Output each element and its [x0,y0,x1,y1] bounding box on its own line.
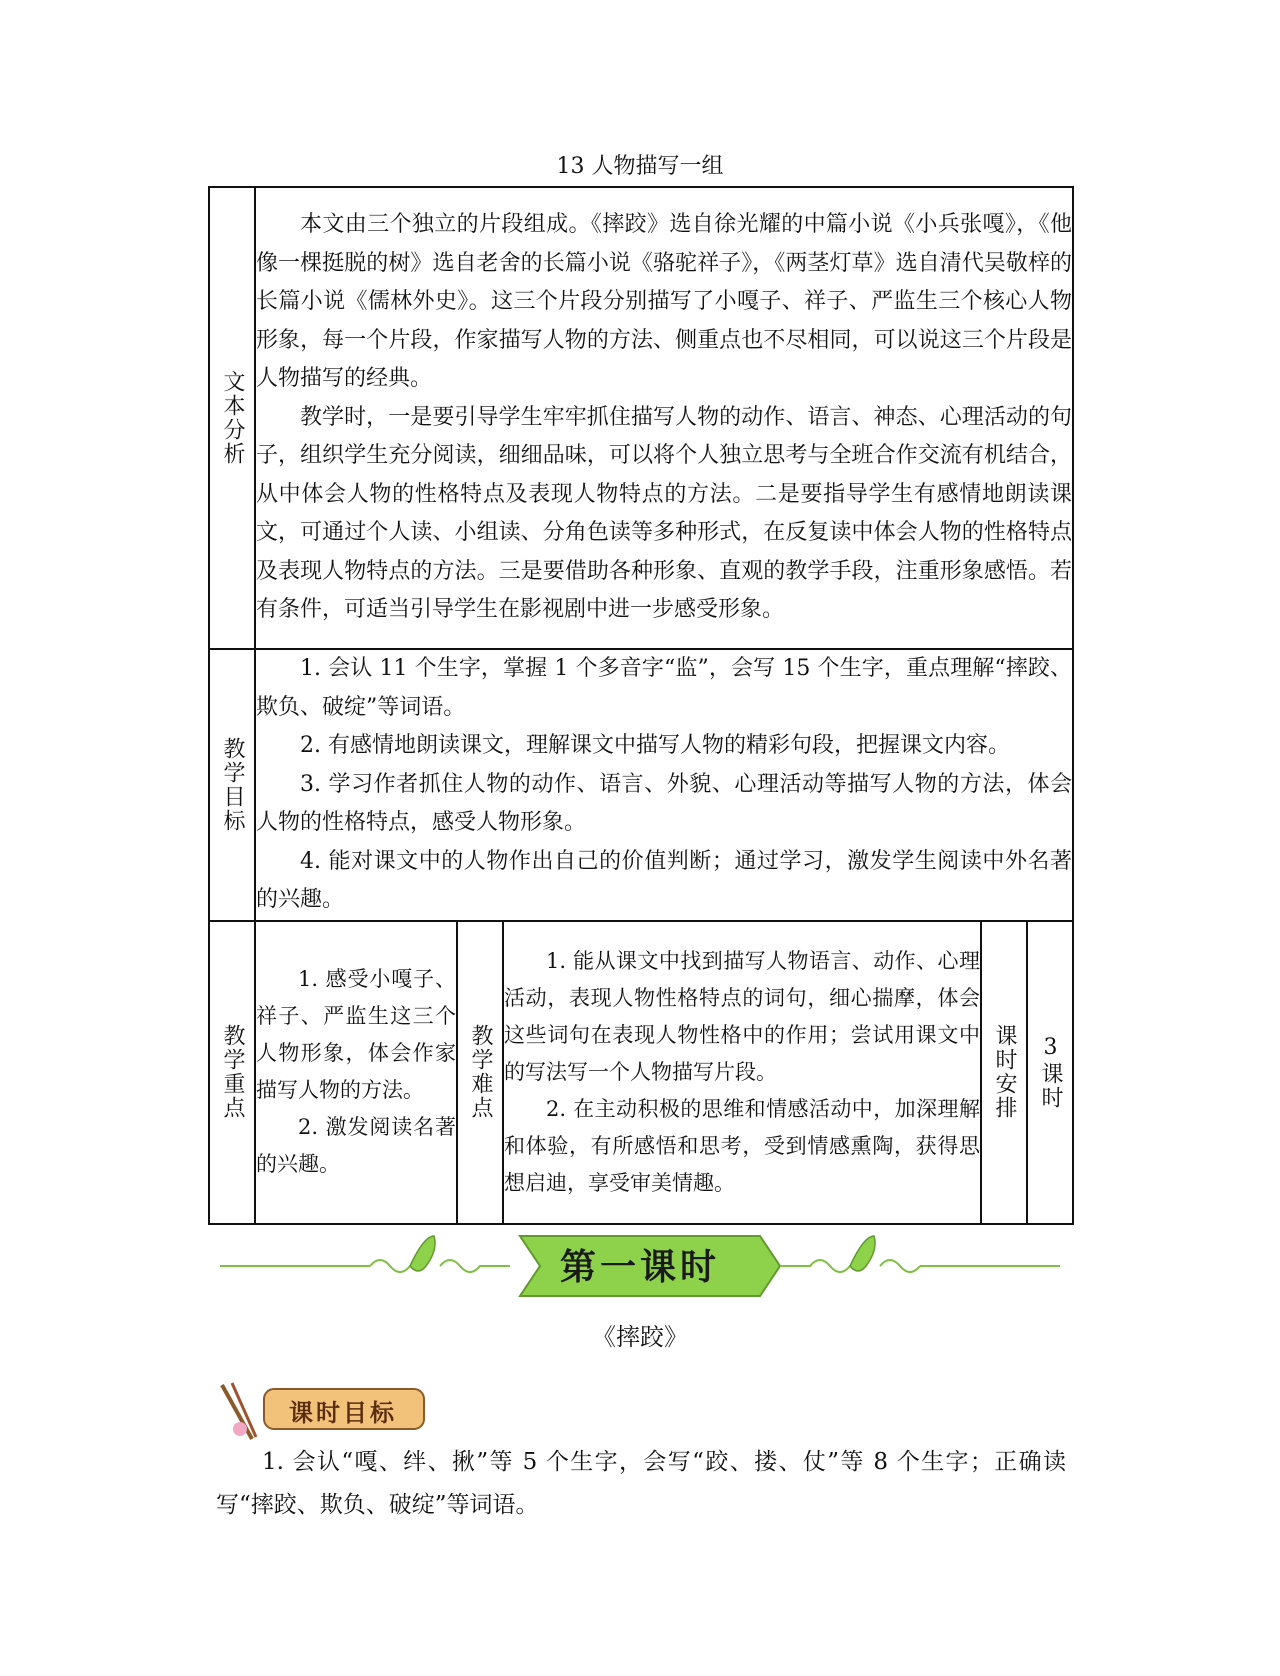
key-points-label: 教学重点 [209,921,255,1224]
objective-item: 2. 有感情地朗读课文，理解课文中描写人物的精彩句段，把握课文内容。 [300,733,1010,758]
analysis-paragraph: 本文由三个独立的片段组成。《摔跤》选自徐光耀的中篇小说《小兵张嘎》，《他像一棵挺脱的树》选自老舍的长篇小说《骆驼祥子》，《两茎灯草》选自清代吴敬梓的长篇小说《儒林外史》。这三个片段分别描写了小嘎子、祥子、严监生三个核心人物形象，每一个片段，作家描写人物的方法、侧重点也不尽相同，可以说这三个片段是人物描写的经典。 [256,212,1073,392]
goal-tag-label: 课时目标 [289,1398,397,1427]
banner-swirl-left-2 [440,1260,510,1272]
analysis-label: 文本分析 [209,187,255,649]
difficulty-item: 1. 能从课文中找到描写人物语言、动作、心理活动，表现人物性格特点的词句，细心揣摩，体会这些词句在表现人物性格中的作用；尝试用课文中的写法写一个人物描写片段。 [504,948,980,1084]
schedule-value: 3课时 [1027,921,1073,1224]
schedule-label: 课时安排 [981,921,1027,1224]
key-point-item: 1. 感受小嘎子、祥子、严监生这三个人物形象，体会作家描写人物的方法。 [256,967,456,1102]
lesson-goals [216,1441,1066,1527]
banner-swirl-right-2 [880,1260,920,1272]
objective-item: 4. 能对课文中的人物作出自己的价值判断；通过学习，激发学生阅读中外名著的兴趣。 [256,848,1073,912]
difficulties-content [503,921,981,1224]
objectives-row [209,649,1073,921]
leaf-icon [850,1236,875,1271]
focus-row [209,921,1073,1224]
goal-item: 1. 会认“嘎、绊、揪”等 5 个生字，会写“跤、搂、仗”等 8 个生字；正确读写“摔跤、欺负、破绽”等词语。 [216,1449,1066,1518]
lesson-subtitle: 《摔跤》 [592,1323,688,1351]
key-point-item: 2. 激发阅读名著的兴趣。 [256,1115,456,1176]
key-points-content [255,921,457,1224]
page-title: 13 人物描写一组 [556,154,724,179]
lesson-plan-table [208,186,1074,1225]
banner-swirl-right [780,1260,850,1272]
objectives-label: 教学目标 [209,649,255,921]
flower-icon [233,1422,247,1436]
difficulty-item: 2. 在主动积极的思维和情感活动中，加深理解和体验，有所感悟和思考，受到情感熏陶，获得思想启迪，享受审美情趣。 [504,1096,980,1195]
objective-item: 1. 会认 11 个生字，掌握 1 个多音字“监”，会写 15 个生字，重点理解“摔跤、欺负、破绽”等词语。 [256,656,1073,720]
difficulties-label: 教学难点 [457,921,503,1224]
analysis-row [209,187,1073,649]
objective-item: 3. 学习作者抓住人物的动作、语言、外貌、心理活动等描写人物的方法，体会人物的性格特点，感受人物形象。 [256,771,1073,835]
objectives-content [255,649,1073,921]
analysis-paragraph: 教学时，一是要引导学生牢牢抓住描写人物的动作、语言、神态、心理活动的句子，组织学生充分阅读，细细品味，可以将个人独立思考与全班合作交流有机结合，从中体会人物的性格特点及表现人物特点的方法。二是要指导学生有感情地朗读课文，可通过个人读、小组读、分角色读等多种形式，在反复读中体会人物的性格特点及表现人物特点的方法。三是要借助各种形象、直观的教学手段，注重形象感悟。若有条件，可适当引导学生在影视剧中进一步感受形象。 [256,404,1073,623]
leaf-icon [410,1236,435,1271]
analysis-content [255,187,1073,649]
banner-swirl-left [370,1260,410,1272]
banner-title: 第一课时 [559,1246,720,1288]
